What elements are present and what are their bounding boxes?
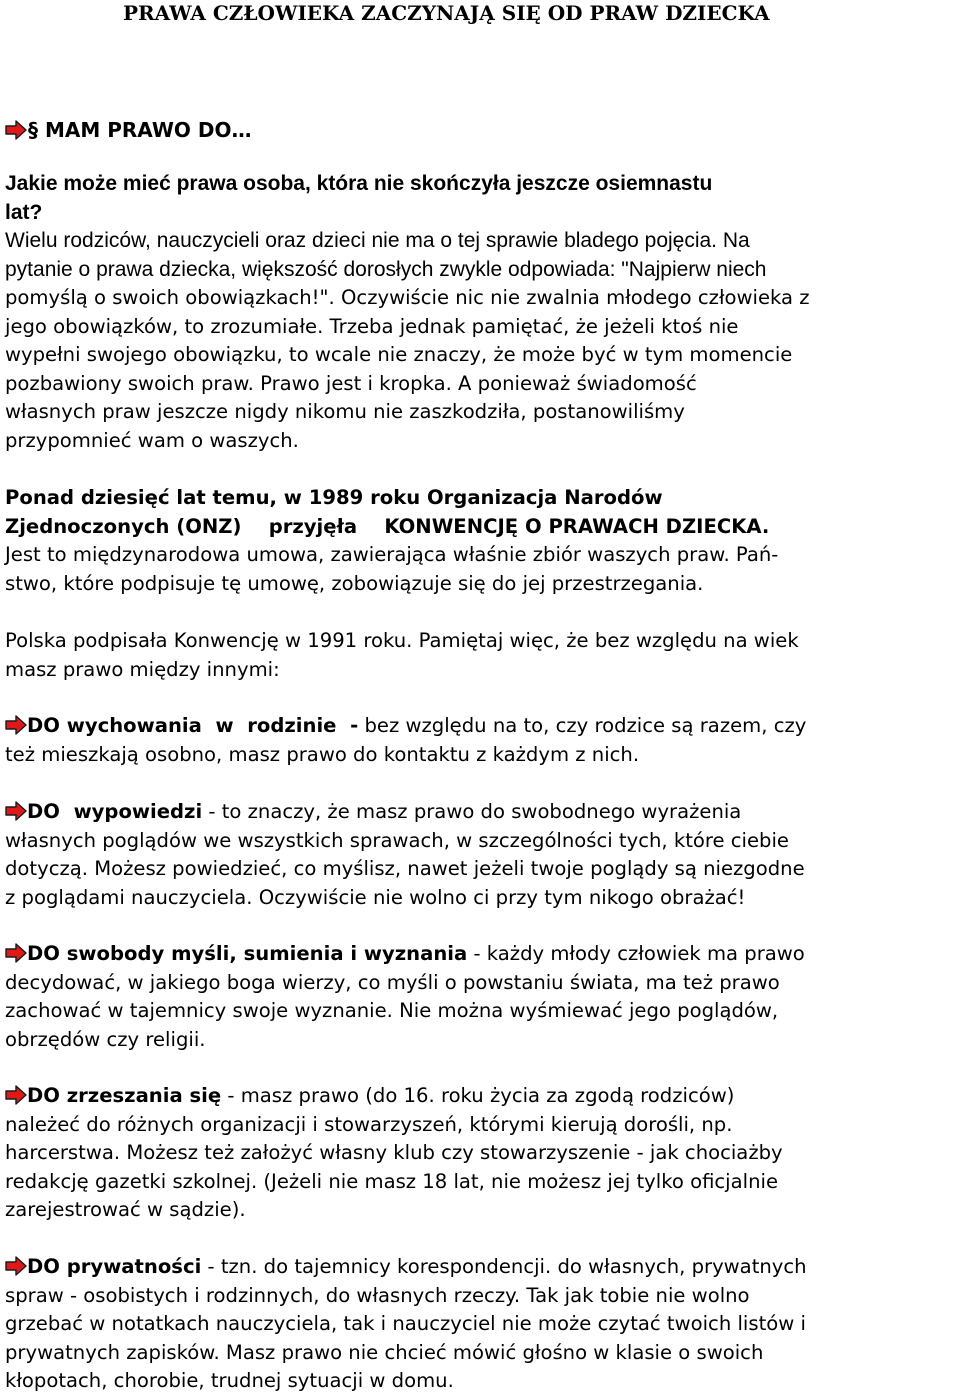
intro-text-line: jego obowiązków, to zrozumiałe. Trzeba jednak pamiętać, że jeżeli ktoś nie bbox=[5, 314, 739, 338]
right-text-line: - to znaczy, że masz prawo do swobodnego wyrażenia bbox=[202, 800, 742, 823]
right-text-line: obrzędów czy religii. bbox=[5, 1027, 206, 1051]
right-item-privacy bbox=[5, 1253, 957, 1396]
right-text-line: kłopotach, chorobie, trudnej sytuacji w domu. bbox=[5, 1369, 454, 1392]
right-label: DO prywatności bbox=[27, 1255, 202, 1278]
right-text-line: bez względu na to, czy rodzice są razem, czy bbox=[358, 714, 807, 737]
intro-text-line: pozbawiony swoich praw. Prawo jest i kropka. A ponieważ świadomość bbox=[5, 371, 697, 395]
intro-text-line: wypełni swojego obowiązku, to wcale nie znaczy, że może być w tym momencie bbox=[5, 343, 793, 366]
right-text-line: należeć do różnych organizacji i stowarzyszeń, którymi kierują dorośli, np. bbox=[5, 1112, 733, 1136]
poland-text-line: masz prawo między innymi: bbox=[5, 657, 280, 681]
convention-bold-line: Zjednoczonych (ONZ) przyjęła KONWENCJĘ O PRAWACH DZIECKA. bbox=[5, 514, 770, 538]
right-item-thought bbox=[5, 940, 957, 1054]
intro-paragraph bbox=[5, 170, 957, 455]
page-title: PRAWA CZŁOWIEKA ZACZYNAJĄ SIĘ OD PRAW DZIECKA bbox=[123, 1, 770, 25]
right-text-line: - masz prawo (do 16. roku życia za zgodą rodziców) bbox=[221, 1084, 735, 1107]
red-arrow-icon bbox=[5, 1085, 27, 1105]
intro-text-line: własnych praw jeszcze nigdy nikomu nie zaszkodziła, postanowiliśmy bbox=[5, 400, 685, 423]
convention-text-line: stwo, które podpisuje tę umowę, zobowiązuje się do jej przestrzegania. bbox=[5, 571, 704, 595]
right-text-line: grzebać w notatkach nauczyciela, tak i nauczyciel nie może czytać twoich listów i bbox=[5, 1312, 806, 1335]
section-heading-text: § MAM PRAWO DO… bbox=[28, 118, 252, 142]
right-item-expression bbox=[5, 798, 957, 912]
convention-text-line: Jest to międzynarodowa umowa, zawierająca właśnie zbiór waszych praw. Pań- bbox=[5, 543, 779, 566]
right-label: DO zrzeszania się bbox=[27, 1084, 222, 1107]
right-item-family bbox=[5, 712, 957, 769]
right-text-line: własnych poglądów we wszystkich sprawach, w szczególności tych, które ciebie bbox=[5, 828, 789, 852]
right-label: DO swobody myśli, sumienia i wyznania bbox=[27, 942, 468, 965]
intro-text-line: przypomnieć wam o waszych. bbox=[5, 428, 299, 452]
right-text-line: spraw - osobistych i rodzinnych, do własnych rzeczy. Tak jak tobie nie wolno bbox=[5, 1283, 750, 1307]
right-label: DO wychowania w rodzinie - bbox=[27, 714, 359, 737]
intro-text-line: pomyślą o swoich obowiązkach!". Oczywiście nic nie zwalnia młodego człowieka z bbox=[5, 286, 810, 309]
convention-paragraph bbox=[5, 484, 957, 598]
red-arrow-icon bbox=[5, 120, 27, 140]
red-arrow-icon bbox=[5, 801, 27, 821]
intro-question-line: Jakie może mieć prawa osoba, która nie skończyła jeszcze osiemnastu bbox=[5, 172, 713, 195]
right-item-association bbox=[5, 1082, 957, 1225]
right-text-line: dotyczą. Możesz powiedzieć, co myślisz, nawet jeżeli twoje poglądy są niezgodne bbox=[5, 857, 805, 880]
red-arrow-icon bbox=[5, 943, 27, 963]
intro-text-line: pytanie o prawa dziecka, większość dorosłych zwykle odpowiada: "Najpierw niech bbox=[5, 257, 767, 281]
red-arrow-icon bbox=[5, 1256, 27, 1276]
right-text-line: z poglądami nauczyciela. Oczywiście nie wolno ci przy tym nikogo obrażać! bbox=[5, 885, 746, 909]
red-arrow-icon bbox=[5, 715, 27, 735]
poland-text-line: Polska podpisała Konwencję w 1991 roku. Pamiętaj więc, że bez względu na wiek bbox=[5, 629, 799, 652]
right-text-line: - tzn. do tajemnicy korespondencji. do własnych, prywatnych bbox=[201, 1255, 807, 1278]
convention-bold-line: Ponad dziesięć lat temu, w 1989 roku Organizacja Narodów bbox=[5, 486, 663, 509]
right-label: DO wypowiedzi bbox=[27, 800, 203, 823]
right-text-line: zachować w tajemnicy swoje wyznanie. Nie można wyśmiewać jego poglądów, bbox=[5, 999, 779, 1022]
right-text-line: decydować, w jakiego boga wierzy, co myśli o powstaniu świata, ma też prawo bbox=[5, 970, 780, 994]
poland-paragraph bbox=[5, 627, 957, 684]
intro-question-line: lat? bbox=[5, 200, 43, 224]
right-text-line: też mieszkają osobno, masz prawo do kontaktu z każdym z nich. bbox=[5, 742, 640, 766]
right-text-line: harcerstwa. Możesz też założyć własny klub czy stowarzyszenie - jak chociażby bbox=[5, 1141, 783, 1164]
section-heading bbox=[5, 117, 251, 143]
right-text-line: redakcję gazetki szkolnej. (Jeżeli nie masz 18 lat, nie możesz jej tylko oficjalnie bbox=[5, 1169, 778, 1193]
right-text-line: zarejestrować w sądzie). bbox=[5, 1198, 246, 1221]
right-text-line: - każdy młody człowiek ma prawo bbox=[467, 942, 805, 965]
intro-text-line: Wielu rodziców, nauczycieli oraz dzieci nie ma o tej sprawie bladego pojęcia. Na bbox=[5, 229, 750, 252]
right-text-line: prywatnych zapisków. Masz prawo nie chcieć mówić głośno w klasie o swoich bbox=[5, 1340, 764, 1364]
